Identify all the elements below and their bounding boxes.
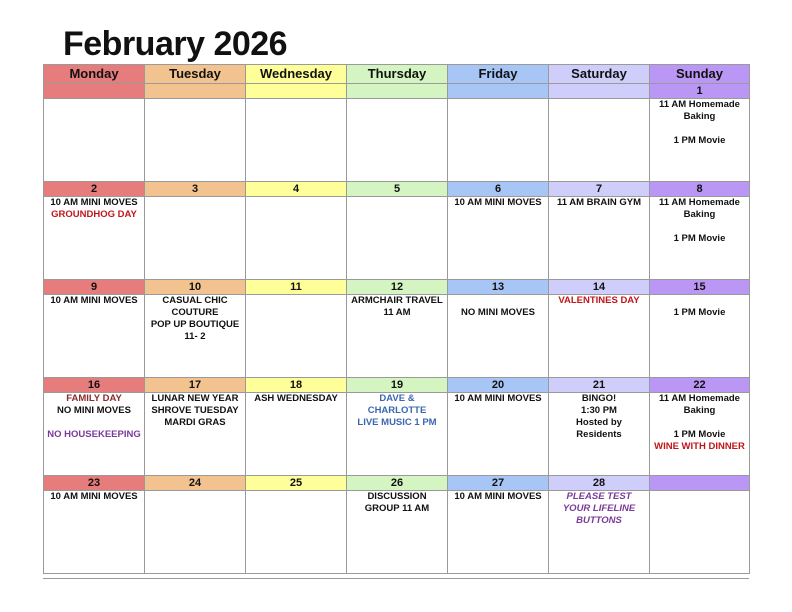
weekday-sunday: Sunday [650, 65, 750, 84]
day-cell [145, 197, 246, 280]
day-cell [145, 295, 246, 378]
date-number: 7 [549, 182, 650, 197]
event-line: CHARLOTTE [367, 405, 427, 416]
date-number-row [44, 280, 750, 295]
event-line: 10 AM MINI MOVES [454, 197, 542, 208]
event-spacer [44, 417, 144, 429]
day-cell [44, 295, 145, 378]
event-line: WINE WITH DINNER [654, 441, 745, 452]
date-number: 21 [549, 378, 650, 393]
date-number: 18 [246, 378, 347, 393]
event-line: 11 AM [383, 307, 411, 318]
day-cell [549, 393, 650, 476]
event-line: COUTURE [171, 307, 219, 318]
event-line: GROUNDHOG DAY [51, 209, 137, 220]
event-spacer [650, 417, 749, 429]
day-cell [650, 393, 750, 476]
day-cell [650, 197, 750, 280]
day-cell [246, 295, 347, 378]
day-cell [44, 393, 145, 476]
event-spacer [448, 295, 548, 307]
calendar-body [44, 84, 750, 574]
date-number: 23 [44, 476, 145, 491]
date-number: 14 [549, 280, 650, 295]
event-line: 10 AM MINI MOVES [454, 491, 542, 502]
event-line: DAVE & [379, 393, 415, 404]
date-number: 19 [347, 378, 448, 393]
weekday-tuesday: Tuesday [145, 65, 246, 84]
date-number [44, 84, 145, 99]
day-cell [246, 393, 347, 476]
day-cell [448, 491, 549, 574]
date-number: 13 [448, 280, 549, 295]
day-cell [549, 295, 650, 378]
day-cell [549, 197, 650, 280]
page-title: February 2026 [63, 25, 288, 63]
weekday-header-row [44, 65, 750, 84]
event-line: 11- 2 [184, 331, 206, 342]
weekday-wednesday: Wednesday [246, 65, 347, 84]
day-cell [448, 197, 549, 280]
date-number: 9 [44, 280, 145, 295]
event-line: Hosted by [576, 417, 622, 428]
day-cell [44, 491, 145, 574]
event-spacer [650, 221, 749, 233]
event-line: 1 PM Movie [673, 135, 726, 146]
date-number: 2 [44, 182, 145, 197]
event-line: 10 AM MINI MOVES [50, 491, 138, 502]
event-line: BUTTONS [576, 515, 622, 526]
date-number [549, 84, 650, 99]
day-cell [347, 491, 448, 574]
event-line: Residents [576, 429, 622, 440]
date-number-row [44, 182, 750, 197]
event-line: MARDI GRAS [164, 417, 226, 428]
event-line: PLEASE TEST [566, 491, 632, 502]
date-number: 5 [347, 182, 448, 197]
date-number: 24 [145, 476, 246, 491]
event-line: 10 AM MINI MOVES [50, 197, 138, 208]
date-number: 6 [448, 182, 549, 197]
day-cell [145, 393, 246, 476]
day-cell [549, 491, 650, 574]
date-number: 15 [650, 280, 750, 295]
date-number: 10 [145, 280, 246, 295]
date-number [448, 84, 549, 99]
day-cell [549, 99, 650, 182]
date-number: 12 [347, 280, 448, 295]
weekday-friday: Friday [448, 65, 549, 84]
event-line: VALENTINES DAY [558, 295, 640, 306]
date-number: 17 [145, 378, 246, 393]
day-cell [145, 99, 246, 182]
event-line: 1 PM Movie [673, 307, 726, 318]
day-cell [145, 491, 246, 574]
events-row [44, 491, 750, 574]
event-line: SHROVE TUESDAY [151, 405, 239, 416]
date-number: 11 [246, 280, 347, 295]
day-cell [347, 393, 448, 476]
day-cell [650, 491, 750, 574]
event-line: NO HOUSEKEEPING [47, 429, 141, 440]
date-number-row [44, 476, 750, 491]
date-number [650, 476, 750, 491]
event-line: YOUR LIFELINE [562, 503, 636, 514]
date-number: 25 [246, 476, 347, 491]
date-number: 1 [650, 84, 750, 99]
event-line: Baking [683, 111, 716, 122]
date-number [246, 84, 347, 99]
day-cell [246, 197, 347, 280]
weekday-monday: Monday [44, 65, 145, 84]
event-line: LIVE MUSIC 1 PM [357, 417, 437, 428]
event-line: 11 AM Homemade [659, 99, 740, 110]
event-line: GROUP 11 AM [364, 503, 430, 514]
day-cell [448, 295, 549, 378]
event-line: Baking [683, 405, 716, 416]
date-number: 26 [347, 476, 448, 491]
event-line: POP UP BOUTIQUE [150, 319, 240, 330]
event-line: NO MINI MOVES [461, 307, 535, 318]
day-cell [44, 99, 145, 182]
event-line: BINGO! [581, 393, 617, 404]
event-line: Baking [683, 209, 716, 220]
day-cell [448, 393, 549, 476]
day-cell [347, 295, 448, 378]
weekday-thursday: Thursday [347, 65, 448, 84]
date-number: 22 [650, 378, 750, 393]
event-spacer [650, 295, 749, 307]
event-line: DISCUSSION [367, 491, 427, 502]
day-cell [448, 99, 549, 182]
day-cell [246, 99, 347, 182]
event-line: 11 AM Homemade [659, 393, 740, 404]
event-line: 1:30 PM [581, 405, 617, 416]
date-number: 20 [448, 378, 549, 393]
date-number: 8 [650, 182, 750, 197]
date-number-row [44, 378, 750, 393]
event-line: 10 AM MINI MOVES [454, 393, 542, 404]
event-line: ARMCHAIR TRAVEL [351, 295, 443, 306]
events-row [44, 393, 750, 476]
date-number [347, 84, 448, 99]
event-line: FAMILY DAY [66, 393, 122, 404]
day-cell [650, 99, 750, 182]
date-number [145, 84, 246, 99]
date-number: 4 [246, 182, 347, 197]
events-row [44, 197, 750, 280]
events-row [44, 295, 750, 378]
day-cell [347, 99, 448, 182]
date-number: 16 [44, 378, 145, 393]
event-line: 11 AM BRAIN GYM [556, 197, 642, 208]
date-number: 27 [448, 476, 549, 491]
footer-divider [43, 578, 749, 579]
event-line: CASUAL CHIC [162, 295, 228, 306]
day-cell [44, 197, 145, 280]
day-cell [246, 491, 347, 574]
event-spacer [650, 123, 749, 135]
day-cell [347, 197, 448, 280]
event-line: 10 AM MINI MOVES [50, 295, 138, 306]
date-number-row [44, 84, 750, 99]
events-row [44, 99, 750, 182]
day-cell [650, 295, 750, 378]
event-line: 1 PM Movie [673, 429, 726, 440]
event-line: LUNAR NEW YEAR [151, 393, 239, 404]
event-line: ASH WEDNESDAY [254, 393, 338, 404]
date-number: 28 [549, 476, 650, 491]
event-line: 11 AM Homemade [659, 197, 740, 208]
event-line: NO MINI MOVES [57, 405, 131, 416]
event-line: 1 PM Movie [673, 233, 726, 244]
calendar-grid [43, 64, 750, 574]
weekday-saturday: Saturday [549, 65, 650, 84]
date-number: 3 [145, 182, 246, 197]
